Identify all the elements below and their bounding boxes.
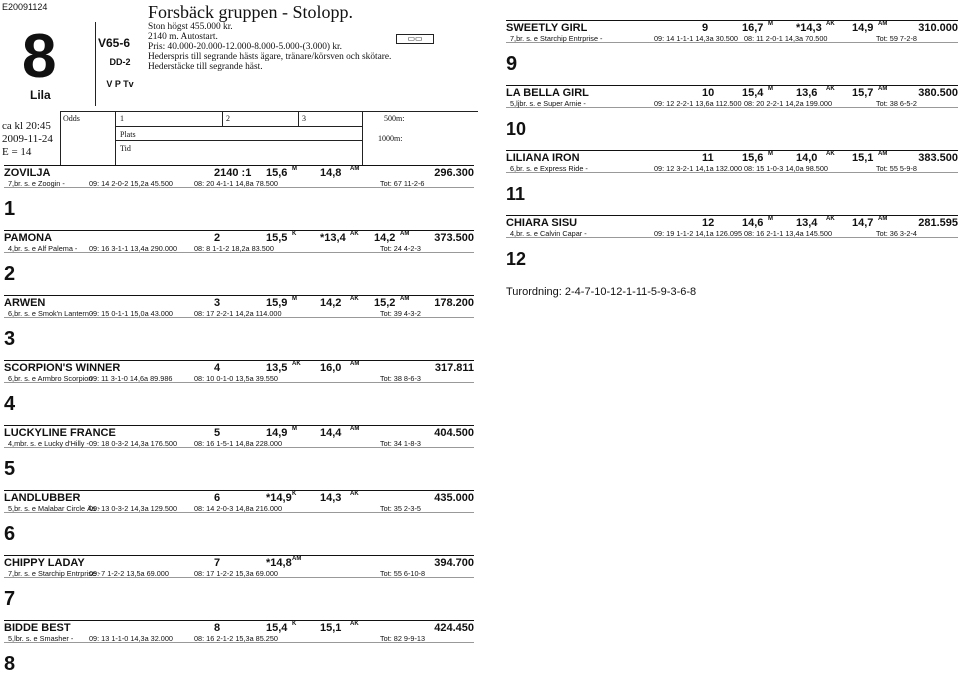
horse-header [506, 215, 958, 229]
horse-number: 10 [702, 87, 715, 99]
col-2: 2 [226, 114, 230, 123]
record-2-sup: AK [350, 621, 359, 627]
odds-box [61, 112, 116, 166]
right-column [506, 20, 958, 320]
stats-total: Tot: 34 1-8-3 [380, 439, 421, 448]
record-2: 14,4 [320, 427, 342, 439]
record-2-sup: AK [826, 151, 835, 157]
horse-name: SWEETLY GIRL [506, 22, 588, 34]
prize: 310.000 [918, 22, 958, 34]
place-grid [116, 112, 476, 166]
m500-label: 500m: [384, 114, 405, 123]
stats-this-year: 09: 14 2-0-2 15,2a 45.500 [89, 179, 173, 188]
track-label: Lila [30, 88, 51, 102]
stats-last-year: 08: 11 2-0-1 14,3a 70.500 [744, 34, 828, 43]
stats-total: Tot: 38 8-6-3 [380, 374, 421, 383]
stats-total: Tot: 59 7-2-8 [876, 34, 917, 43]
stats-this-year: 09: 12 2-2-1 13,6a 112.500 [654, 99, 742, 108]
horse-stats [506, 164, 958, 173]
record-2: 15,1 [320, 622, 342, 634]
horse-block [506, 20, 958, 85]
stats-total: Tot: 39 4-3-2 [380, 309, 421, 318]
record-1-sup: AK [292, 361, 301, 367]
horse-info: 7,br. s. e Starchip Entrprise - [510, 34, 603, 43]
stats-total: Tot: 36 3-2-4 [876, 229, 917, 238]
horse-name: PAMONA [4, 232, 53, 244]
horse-number: 5 [214, 427, 221, 439]
horse-stats [4, 244, 474, 253]
record-2-sup: AK [826, 216, 835, 222]
stats-last-year: 08: 14 2-0-3 14,8a 216.000 [194, 504, 283, 513]
odds-label: Odds [63, 114, 80, 123]
stats-this-year: 09: 13 0-3-2 14,3a 129.500 [89, 504, 178, 513]
record-1-sup: M [292, 296, 297, 302]
record-2: 13,6 [796, 87, 818, 99]
stats-this-year: 09: 19 1-1-2 14,1a 126.095 [654, 229, 743, 238]
horse-info: 4,mbr. s. e Lucky d'Hilly - [8, 439, 89, 448]
race-time: ca kl 20:45 [2, 120, 51, 132]
horse-header [4, 165, 474, 179]
horse-stats [506, 99, 958, 108]
record-3: 15,7 [852, 87, 874, 99]
post-number: 1 [4, 198, 16, 220]
horse-number: 2140 :1 [214, 167, 252, 179]
record-2-sup: AK [350, 231, 359, 237]
horse-block [506, 150, 958, 215]
record-3-sup: AM [878, 216, 888, 222]
horse-name: LUCKYLINE FRANCE [4, 427, 116, 439]
record-3: 15,2 [374, 297, 396, 309]
record-1-sup: M [768, 151, 773, 157]
bet-type-2: DD-2 [109, 57, 131, 67]
race-date: 2009-11-24 [2, 133, 53, 145]
record-1: 15,6 [742, 152, 764, 164]
record-1: 15,4 [742, 87, 764, 99]
horse-number: 3 [214, 297, 221, 309]
record-1: 15,4 [266, 622, 288, 634]
record-2-sup: AK [350, 491, 359, 497]
horse-header [4, 425, 474, 439]
stats-total: Tot: 35 2-3-5 [380, 504, 421, 513]
horse-number: 12 [702, 217, 715, 229]
stats-total: Tot: 55 5-9-8 [876, 164, 917, 173]
horse-stats [4, 634, 474, 643]
col-1: 1 [120, 114, 124, 123]
record-1-sup: K [292, 621, 297, 627]
horse-name: ZOVILJA [4, 167, 51, 179]
record-2-sup: AM [350, 426, 360, 432]
post-number: 4 [4, 393, 16, 415]
col-3: 3 [302, 114, 306, 123]
record-2: *13,4 [320, 232, 346, 244]
turordning: Turordning: 2-4-7-10-12-1-11-5-9-3-6-8 [506, 286, 697, 298]
record-1: 16,7 [742, 22, 764, 34]
record-1-sup: M [292, 426, 297, 432]
stats-last-year: 08: 16 1-5-1 14,8a 228.000 [194, 439, 283, 448]
record-2-sup: AK [350, 296, 359, 302]
horse-header [506, 20, 958, 34]
record-3-sup: AM [878, 21, 888, 27]
race-number: 8 [22, 22, 57, 91]
record-1: *14,8 [266, 557, 292, 569]
cond-5: Hederstäcke till segrande häst. [148, 62, 263, 72]
record-1-sup: K [292, 231, 297, 237]
record-1-sup: M [768, 86, 773, 92]
stats-last-year: 08: 16 2-1-2 15,3a 85.250 [194, 634, 278, 643]
horse-info: 6,br. s. e Express Ride - [510, 164, 588, 173]
prize: 296.300 [434, 167, 474, 179]
horse-block [506, 85, 958, 150]
horse-info: 6,br. s. e Armbro Scorpion - [8, 374, 97, 383]
horse-name: SCORPION'S WINNER [4, 362, 121, 374]
horse-header [4, 490, 474, 504]
horse-number: 2 [214, 232, 221, 244]
horse-header [4, 295, 474, 309]
record-3-sup: AM [878, 151, 888, 157]
record-3: 14,2 [374, 232, 396, 244]
record-2: 16,0 [320, 362, 342, 374]
stats-this-year: 09: 13 1-1-0 14,3a 32.000 [89, 634, 173, 643]
post-number: 12 [506, 249, 527, 269]
horse-info: 5,lbr. s. e Smasher - [8, 634, 74, 643]
record-1: 15,5 [266, 232, 288, 244]
record-3: 15,1 [852, 152, 874, 164]
horse-stats [4, 504, 474, 513]
prize: 383.500 [918, 152, 958, 164]
bet-type-3: V P Tv [106, 79, 134, 89]
horse-header [4, 360, 474, 374]
record-1-sup: K [292, 491, 297, 497]
record-1-sup: AM [292, 556, 302, 562]
prize: 435.000 [434, 492, 474, 504]
stats-this-year: 09: 12 3-2-1 14,1a 132.000 [654, 164, 743, 173]
record-2-sup: AM [350, 166, 360, 172]
horse-block [4, 620, 474, 685]
post-number: 8 [4, 653, 16, 675]
horse-info: 5,ljbr. s. e Super Arnie - [510, 99, 586, 108]
horse-number: 9 [702, 22, 709, 34]
horse-block [4, 230, 474, 295]
post-number: 5 [4, 458, 16, 480]
stats-this-year: 09: 7 1-2-2 13,5a 69.000 [89, 569, 169, 578]
stats-total: Tot: 82 9-9-13 [380, 634, 426, 643]
horse-name: LILIANA IRON [506, 152, 580, 164]
horse-stats [4, 374, 474, 383]
plats-label: Plats [120, 130, 136, 139]
horse-stats [506, 34, 958, 43]
horse-stats [4, 309, 474, 318]
horse-block [4, 165, 474, 230]
stats-last-year: 08: 8 1-1-2 18,2a 83.500 [194, 244, 274, 253]
horse-number: 6 [214, 492, 221, 504]
prize: 404.500 [434, 427, 474, 439]
horse-header [4, 230, 474, 244]
record-1: 13,5 [266, 362, 288, 374]
record-2: 14,0 [796, 152, 818, 164]
horse-block [4, 555, 474, 620]
stats-total: Tot: 67 11-2-6 [380, 179, 425, 188]
stats-total: Tot: 24 4-2-3 [380, 244, 421, 253]
race-title: Forsbäck gruppen - Stolopp. [148, 2, 353, 22]
horse-info: 4,br. s. e Calvin Capar - [510, 229, 587, 238]
horse-info: 6,br. s. e Smok'n Lantern - [8, 309, 94, 318]
left-column [4, 165, 474, 686]
stats-total: Tot: 38 6-5-2 [876, 99, 917, 108]
record-2: *14,3 [796, 22, 822, 34]
horse-info: 4,br. s. e Alf Palema - [8, 244, 78, 253]
prize: 394.700 [434, 557, 474, 569]
post-number: 10 [506, 119, 527, 139]
cond-2: 2140 m. Autostart. [148, 32, 218, 42]
horse-stats [4, 439, 474, 448]
prize: 424.450 [434, 622, 474, 634]
record-3-sup: AM [878, 86, 888, 92]
post-number: 6 [4, 523, 16, 545]
horse-info: 7,br. s. e Starchip Entrprise - [8, 569, 101, 578]
race-number-box [0, 22, 96, 106]
horse-name: LANDLUBBER [4, 492, 81, 504]
horse-block [4, 295, 474, 360]
record-1: 15,9 [266, 297, 288, 309]
record-3: 14,7 [852, 217, 874, 229]
post-number: 7 [4, 588, 16, 610]
prize: 380.500 [918, 87, 958, 99]
post-number: 2 [4, 263, 16, 285]
record-1: 14,9 [266, 427, 288, 439]
record-3-sup: AM [400, 296, 410, 302]
post-number: 3 [4, 328, 16, 350]
stats-last-year: 08: 17 1-2-2 15,3a 69.000 [194, 569, 278, 578]
cond-3: Pris: 40.000-20.000-12.000-8.000-5.000-(3.000) kr. [148, 42, 342, 52]
bet-types [98, 36, 142, 106]
cond-4: Hederspris till segrande hästs ägare, tränare/körsven och skötare. [148, 52, 392, 62]
record-3: 14,9 [852, 22, 874, 34]
record-2-sup: AM [350, 361, 360, 367]
horse-stats [506, 229, 958, 238]
horse-header [4, 620, 474, 634]
horse-header [4, 555, 474, 569]
doc-id: E20091124 [2, 2, 48, 12]
horse-name: BIDDE BEST [4, 622, 71, 634]
race-conditions [148, 22, 391, 72]
stats-total: Tot: 55 6-10-8 [380, 569, 426, 578]
horse-info: 7,br. s. e Zoogin - [8, 179, 65, 188]
horse-name: ARWEN [4, 297, 46, 309]
stats-this-year: 09: 15 0-1-1 15,0a 43.000 [89, 309, 173, 318]
race-e: E = 14 [2, 146, 32, 158]
horse-number: 4 [214, 362, 221, 374]
prize: 178.200 [434, 297, 474, 309]
stats-last-year: 08: 20 4-1-1 14,8a 78.500 [194, 179, 278, 188]
horse-info: 5,br. s. e Malabar Circle Äs - [8, 504, 101, 513]
stats-last-year: 08: 15 1-0-3 14,0a 98.500 [744, 164, 828, 173]
record-1: 14,6 [742, 217, 764, 229]
record-2: 14,2 [320, 297, 342, 309]
prize: 317.811 [434, 362, 474, 374]
result-box [60, 111, 478, 165]
stats-this-year: 09: 14 1-1-1 14,3a 30.500 [654, 34, 738, 43]
stats-last-year: 08: 20 2-2-1 14,2a 199.000 [744, 99, 833, 108]
horse-number: 8 [214, 622, 221, 634]
horse-block [4, 360, 474, 425]
stats-this-year: 09: 16 3-1-1 13,4a 290.000 [89, 244, 178, 253]
stats-last-year: 08: 17 2-2-1 14,2a 114.000 [194, 309, 282, 318]
record-2: 14,8 [320, 167, 342, 179]
horse-stats [4, 179, 474, 188]
horse-stats [4, 569, 474, 578]
horse-number: 11 [702, 152, 714, 164]
tid-label: Tid [120, 144, 131, 153]
horse-name: LA BELLA GIRL [506, 87, 589, 99]
horse-block [4, 425, 474, 490]
record-2-sup: AK [826, 21, 835, 27]
record-2: 13,4 [796, 217, 818, 229]
bet-type-1: V65-6 [98, 36, 131, 50]
horseshoe-icon: ▭▭ [396, 34, 434, 44]
m1000-label: 1000m: [378, 134, 403, 143]
record-1: *14,9 [266, 492, 292, 504]
post-number: 11 [506, 184, 526, 204]
record-1-sup: M [768, 216, 773, 222]
stats-last-year: 08: 16 2-1-1 13,4a 145.500 [744, 229, 833, 238]
horse-header [506, 85, 958, 99]
record-2: 14,3 [320, 492, 342, 504]
record-1-sup: M [768, 21, 773, 27]
horse-name: CHIPPY LADAY [4, 557, 85, 569]
record-1: 15,6 [266, 167, 288, 179]
record-1-sup: M [292, 166, 297, 172]
horse-name: CHIARA SISU [506, 217, 578, 229]
horse-block [506, 215, 958, 280]
horse-number: 7 [214, 557, 221, 569]
prize: 281.595 [918, 217, 958, 229]
cond-1: Ston högst 455.000 kr. [148, 22, 233, 32]
prize: 373.500 [434, 232, 474, 244]
stats-this-year: 09: 18 0-3-2 14,3a 176.500 [89, 439, 178, 448]
record-3-sup: AM [400, 231, 410, 237]
stats-this-year: 09: 11 3-1-0 14,6a 89.986 [89, 374, 173, 383]
horse-block [4, 490, 474, 555]
post-number: 9 [506, 53, 518, 75]
horse-header [506, 150, 958, 164]
record-2-sup: AK [826, 86, 835, 92]
stats-last-year: 08: 10 0-1-0 13,5a 39.550 [194, 374, 278, 383]
